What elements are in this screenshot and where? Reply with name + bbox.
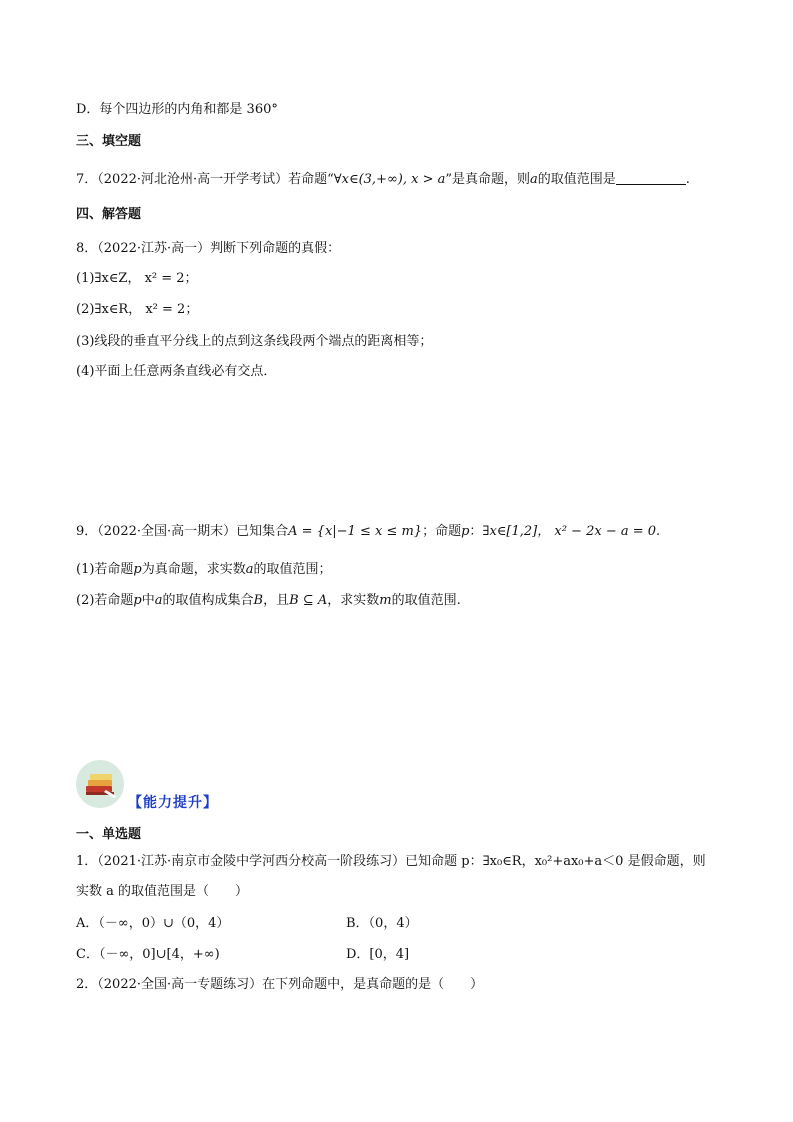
- q9-p2-f: 的取值范围.: [391, 593, 461, 608]
- q9-p2-rel: B ⊆ A: [289, 593, 328, 608]
- question-1-stem-line1: 1．（2021·江苏·南京市金陵中学河西分校高一阶段练习）已知命题 p：∃x₀∈R，x₀²+ax₀+a＜0 是假命题，则: [76, 854, 706, 869]
- q7-math: ∀x∈(3,+∞), x > a: [333, 172, 446, 187]
- option-d: D．每个四边形的内角和都是 360°: [76, 102, 278, 117]
- option-a: A．（－∞，0）∪（0，4）: [76, 916, 230, 931]
- option-d-q1: D．[0，4]: [346, 947, 410, 962]
- option-b: B．（0，4）: [346, 916, 418, 931]
- q7-tail: 的取值范围是: [537, 172, 616, 187]
- question-2: 2．（2022·全国·高一专题练习）在下列命题中，是真命题的是（ ）: [76, 977, 484, 992]
- book-stack-icon: [76, 760, 124, 808]
- heading-solve: 四、解答题: [76, 207, 142, 222]
- q9-p2-var: a: [154, 593, 163, 608]
- question-9-part-1: [76, 561, 332, 579]
- q9-p2-m: m: [379, 593, 392, 608]
- question-9-part-2: [76, 592, 461, 610]
- q9-p2-c: 的取值构成集合: [162, 593, 254, 608]
- q9-stem-c: ：: [469, 524, 483, 539]
- section-title-ability: 【能力提升】: [128, 795, 218, 811]
- question-7: [76, 170, 690, 189]
- heading-single-choice: 一、单选题: [76, 827, 142, 842]
- q9-p1-a: (1)若命题: [76, 562, 134, 577]
- q9-p2-d: ，且: [263, 593, 290, 608]
- q7-var: a: [530, 172, 538, 187]
- q9-p2-e: ，求实数: [327, 593, 380, 608]
- q9-p2-set: B: [253, 593, 264, 608]
- q9-set: A = {x|−1 ≤ x ≤ m}: [288, 524, 423, 539]
- question-8-part-1: (1)∃x∈Z， x² = 2；: [76, 271, 198, 286]
- question-8-stem: 8．（2022·江苏·高一）判断下列命题的真假：: [76, 241, 341, 256]
- answer-blank: [616, 170, 686, 185]
- q7-lead: 7．（2022·河北沧州·高一开学考试）若命题“: [76, 172, 334, 187]
- q9-p1-var: a: [245, 562, 254, 577]
- q9-p2-a: (2)若命题: [76, 593, 134, 608]
- q9-cond: ∃x∈[1,2]， x² − 2x − a = 0.: [482, 524, 661, 539]
- q9-p1-c: 的取值范围；: [253, 562, 332, 577]
- q9-p2-b: 中: [141, 593, 155, 608]
- q9-p1-p: p: [133, 562, 142, 577]
- q7-mid: ”是真命题，则: [445, 172, 531, 187]
- question-8-part-2: (2)∃x∈R， x² = 2；: [76, 302, 199, 317]
- question-8-part-3: (3)线段的垂直平分线上的点到这条线段两个端点的距离相等；: [76, 334, 433, 349]
- q9-p: p: [461, 524, 470, 539]
- q7-end: .: [685, 172, 690, 187]
- heading-fill-blank: 三、填空题: [76, 134, 142, 149]
- q9-stem-b: ；命题: [422, 524, 462, 539]
- q9-p1-b: 为真命题，求实数: [141, 562, 246, 577]
- question-9-stem: [76, 523, 660, 541]
- option-c: C．（－∞，0]∪[4，+∞): [76, 947, 220, 962]
- q9-p2-p: p: [133, 593, 142, 608]
- question-1-stem-line2: 实数 a 的取值范围是（ ）: [76, 884, 249, 899]
- q9-stem-a: 9．（2022·全国·高一期末）已知集合: [76, 524, 289, 539]
- question-8-part-4: (4)平面上任意两条直线必有交点．: [76, 364, 277, 379]
